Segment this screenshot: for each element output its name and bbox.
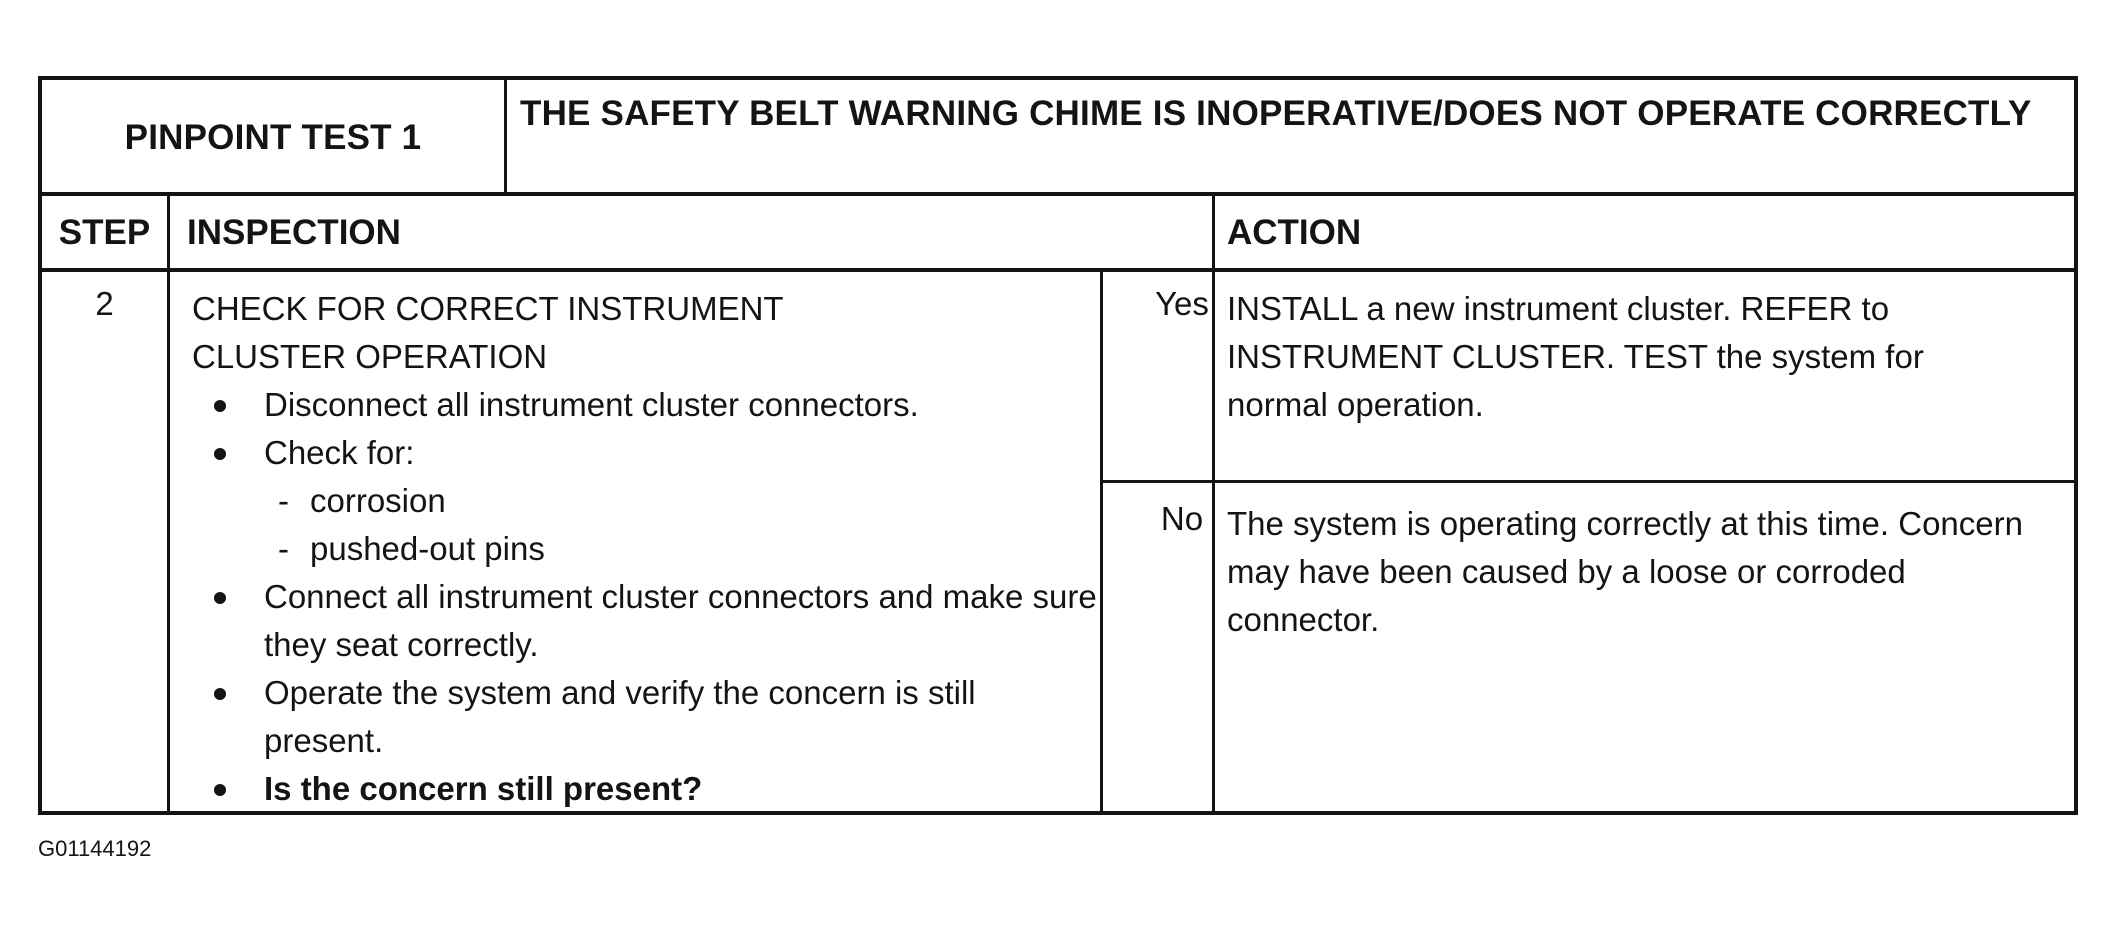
bullet-text: Check for: — [264, 434, 415, 471]
inspection-sub-item — [192, 525, 1112, 573]
dash-icon: - — [278, 530, 289, 567]
no-label: No — [1160, 500, 1204, 537]
bullet-icon — [214, 592, 226, 604]
header-bottom-rule — [42, 268, 2074, 272]
step-header: STEP — [58, 213, 151, 252]
bullet-icon — [214, 784, 226, 796]
inspection-bullet — [192, 669, 1104, 765]
sub-item-text: pushed-out pins — [310, 530, 545, 567]
inspection-bullet — [192, 573, 1104, 669]
yes-no-divider — [1100, 480, 2074, 483]
pinpoint-test-label: PINPOINT TEST 1 — [124, 117, 422, 157]
bullet-icon — [214, 448, 226, 460]
bullet-text: Operate the system and verify the concern is still present. — [264, 674, 976, 759]
bullet-text: Disconnect all instrument cluster connectors. — [264, 386, 919, 423]
question-text: Is the concern still present? — [264, 770, 703, 807]
step-column-divider — [167, 195, 170, 815]
bullet-icon — [214, 688, 226, 700]
bullet-text: Connect all instrument cluster connectors and make sure they seat correctly. — [264, 578, 1097, 663]
dash-icon: - — [278, 482, 289, 519]
step-number: 2 — [95, 285, 114, 322]
title-divider — [504, 80, 507, 195]
yes-action: INSTALL a new instrument cluster. REFER to INSTRUMENT CLUSTER. TEST the system for normal operation. — [1227, 290, 1924, 423]
inspection-content — [192, 285, 1112, 813]
yes-label: Yes — [1155, 285, 1209, 322]
action-header: ACTION — [1227, 213, 1362, 252]
no-action: The system is operating correctly at this time. Concern may have been caused by a loose or corroded connector. — [1227, 505, 2023, 638]
inspection-title: CHECK FOR CORRECT INSTRUMENT CLUSTER OPERATION — [192, 290, 783, 375]
pinpoint-test-table — [38, 76, 2078, 815]
inspection-question — [192, 765, 1112, 813]
figure-id: G01144192 — [38, 836, 152, 861]
bullet-icon — [214, 400, 226, 412]
inspection-header: INSPECTION — [187, 213, 401, 252]
sub-item-text: corrosion — [310, 482, 446, 519]
inspection-bullet — [192, 429, 1112, 477]
symptom-title: THE SAFETY BELT WARNING CHIME IS INOPERATIVE/DOES NOT OPERATE CORRECTLY — [520, 94, 2032, 133]
inspection-sub-item — [192, 477, 1112, 525]
inspection-bullet — [192, 381, 1112, 429]
